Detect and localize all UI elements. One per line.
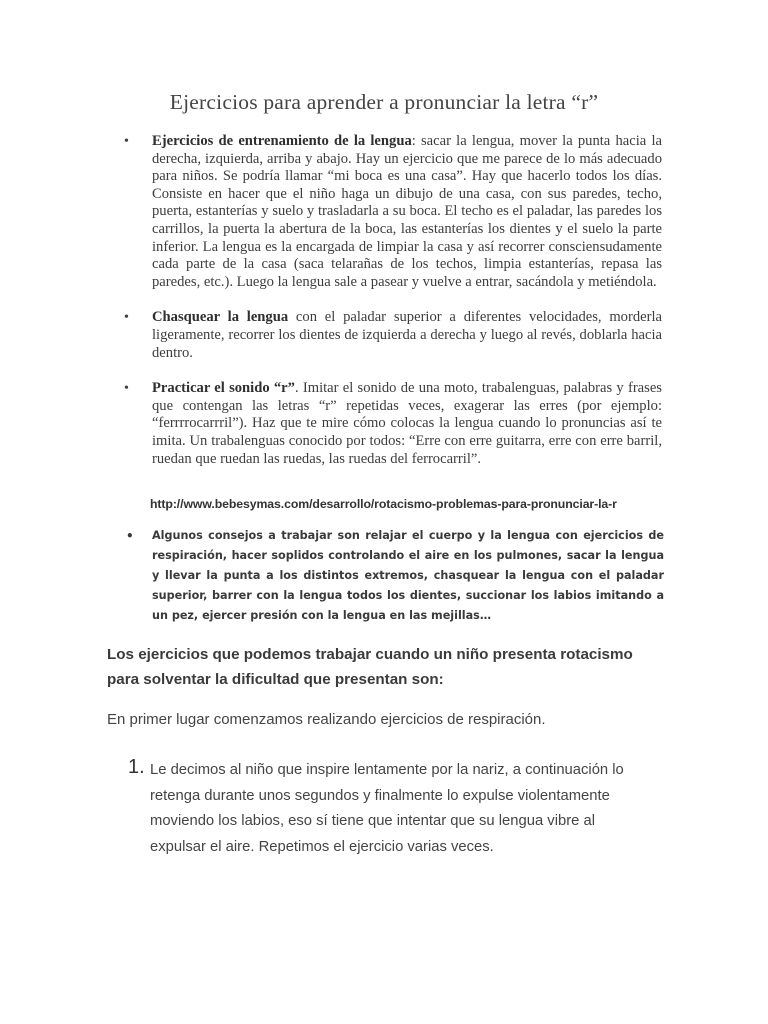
document-title: Ejercicios para aprender a pronunciar la letra “r” — [169, 90, 599, 114]
step-number: 1. — [128, 756, 145, 778]
exercise-list — [124, 133, 662, 486]
exercise-title: Chasquear la lengua — [152, 309, 289, 326]
bullet-icon: • — [124, 310, 129, 326]
advice-list — [124, 526, 664, 626]
list-item — [124, 526, 664, 626]
step-text: Le decimos al niño que inspire lentamente por la nariz, a continuación lo retenga durante unos segundos y finalmente lo expulse violentamente moviendo los labios, eso sí tiene que intentar que su lengua vibre al expulsar el aire. Repetimos el ejercicio varias veces. — [150, 762, 624, 855]
advice-text: Algunos consejos a trabajar son relajar el cuerpo y la lengua con ejercicios de respiración, hacer soplidos controlando el aire en los pulmones, sacar la lengua y llevar la punta a los distintos extremos, chasquear la lengua con el paladar superior, barrer con la lengua todos los dientes, succionar los labios imitando a un pez, ejercer presión con la lengua en las mejillas… — [152, 529, 664, 623]
steps-list — [128, 758, 648, 860]
bullet-icon: • — [124, 381, 129, 397]
bullet-icon: • — [126, 529, 134, 543]
list-item — [128, 758, 648, 860]
bullet-icon: • — [124, 134, 129, 149]
exercise-title: Ejercicios de entrenamiento de la lengua — [152, 133, 412, 149]
source-link[interactable]: http://www.bebesymas.com/desarrollo/rotacismo-problemas-para-pronunciar-la-r — [150, 497, 617, 511]
exercise-text: : sacar la lengua, mover la punta hacia la derecha, izquierda, arriba y abajo. Hay un ejercicio que me parece de lo más adecuado para niños. Se podría llamar “mi boca es una casa”. Hay que hacerlo todos los días. Consiste en hacer que el niño haga un dibujo de una casa, con sus paredes, techo, puerta, estanterías y suelo y trasladarla a su boca. El techo es el paladar, las paredes los carrillos, la puerta la abertura de la boca, las estanterías los dientes y el suelo la parte inferior. La lengua es la encargada de limpiar la casa y así recorrer consciensudamente cada parte de la casa (saca telarañas de los techos, limpia estanterías, repasa las paredes, etc.). Luego la lengua sale a pasear y vuelve a entrar, sacándola y metiéndola. — [152, 133, 663, 290]
exercise-text: con el paladar superior a diferentes velocidades, morderla ligeramente, recorrer los dientes de izquierda a derecha y luego al revés, doblarla hacia dentro. — [152, 309, 663, 361]
intro-paragraph: En primer lugar comenzamos realizando ejercicios de respiración. — [107, 711, 546, 728]
list-item — [124, 380, 662, 468]
section-heading: Los ejercicios que podemos trabajar cuando un niño presenta rotacismo para solventar la dificultad que presentan son: — [107, 646, 633, 688]
exercise-text: . Imitar el sonido de una moto, trabalenguas, palabras y frases que contengan las letras “r” repetidas veces, exagerar las erres (por ejemplo: “ferrrrocarrril”). Haz que te mire cómo colocas la lengua cuando lo pronuncias así te imita. Un trabalenguas conocido por todos: “Erre con erre guitarra, erre con erre barril, ruedan que ruedan las ruedas, las ruedas del ferrocarril”. — [152, 380, 662, 467]
list-item — [124, 133, 662, 291]
exercise-title: Practicar el sonido “r” — [152, 380, 295, 397]
list-item — [124, 309, 662, 362]
